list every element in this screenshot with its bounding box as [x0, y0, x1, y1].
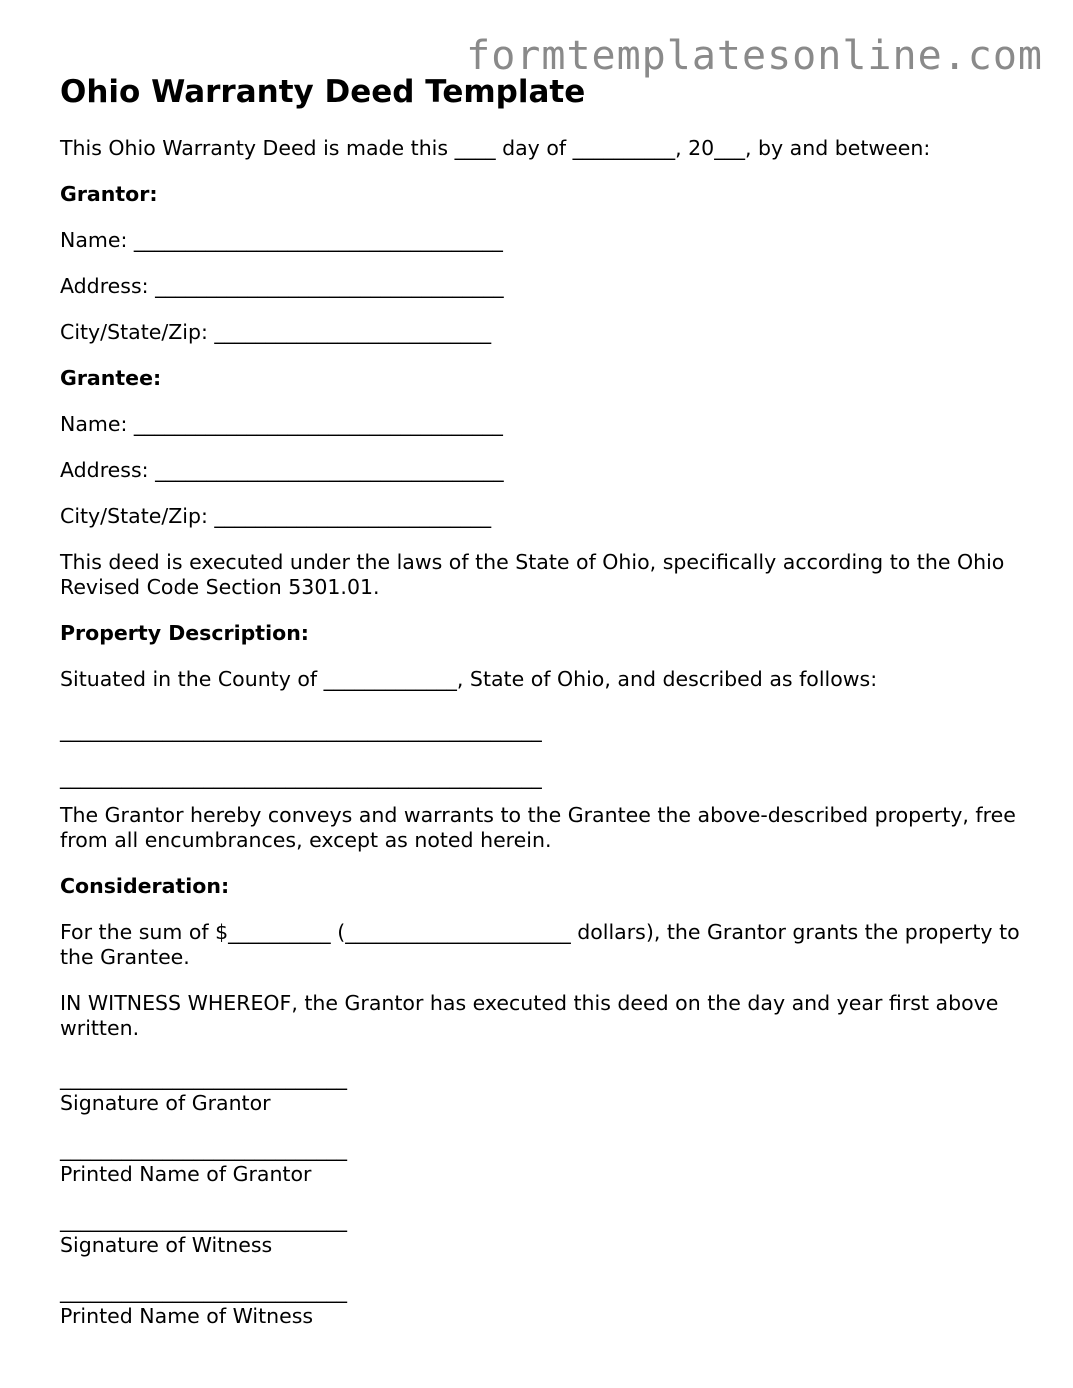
grantee-name-field: Name: ____________________________________ [60, 412, 503, 436]
signature-line: ____________________________ [60, 1208, 347, 1232]
county-text: Situated in the County of _____________, State of Ohio, and described as follows: [60, 667, 878, 691]
signature-label: Printed Name of Witness [60, 1304, 314, 1328]
signature-label: Signature of Witness [60, 1233, 273, 1257]
property-description-line-1: _______________________________________________ [60, 718, 542, 742]
law-text: This deed is executed under the laws of the State of Ohio, specifically according to the Ohio Revised Code Section 5301.01. [60, 550, 1005, 599]
signature-line: ____________________________ [60, 1279, 347, 1303]
witness-signature-block [60, 1208, 1020, 1258]
witness-text: IN WITNESS WHEREOF, the Grantor has executed this deed on the day and year first above written. [60, 991, 999, 1040]
property-description-line-2: _______________________________________________ [60, 765, 542, 789]
grantor-printed-name-block [60, 1137, 1020, 1187]
page-title: Ohio Warranty Deed Template [60, 74, 586, 110]
property-heading: Property Description: [60, 621, 309, 645]
document-page [60, 72, 1020, 1350]
watermark: formtemplatesonline.com [466, 33, 1043, 79]
consideration-text: For the sum of $__________ (______________________ dollars), the Grantor grants the property to the Grantee. [60, 920, 1020, 969]
grantor-name-field: Name: ____________________________________ [60, 228, 503, 252]
grantor-city-field: City/State/Zip: ___________________________ [60, 320, 492, 344]
signature-label: Printed Name of Grantor [60, 1162, 312, 1186]
conveyance-text: The Grantor hereby conveys and warrants to the Grantee the above-described property, free from all encumbrances, except as noted herein. [60, 803, 1016, 852]
signature-label: Signature of Grantor [60, 1091, 271, 1115]
intro-text: This Ohio Warranty Deed is made this ____ day of __________, 20___, by and between: [60, 136, 931, 160]
signature-line: ____________________________ [60, 1137, 347, 1161]
grantee-heading: Grantee: [60, 366, 162, 390]
consideration-heading: Consideration: [60, 874, 230, 898]
grantee-city-field: City/State/Zip: ___________________________ [60, 504, 492, 528]
grantor-address-field: Address: __________________________________ [60, 274, 504, 298]
witness-printed-name-block [60, 1279, 1020, 1329]
signature-line: ____________________________ [60, 1066, 347, 1090]
grantor-signature-block [60, 1066, 1020, 1116]
grantee-address-field: Address: __________________________________ [60, 458, 504, 482]
grantor-heading: Grantor: [60, 182, 158, 206]
